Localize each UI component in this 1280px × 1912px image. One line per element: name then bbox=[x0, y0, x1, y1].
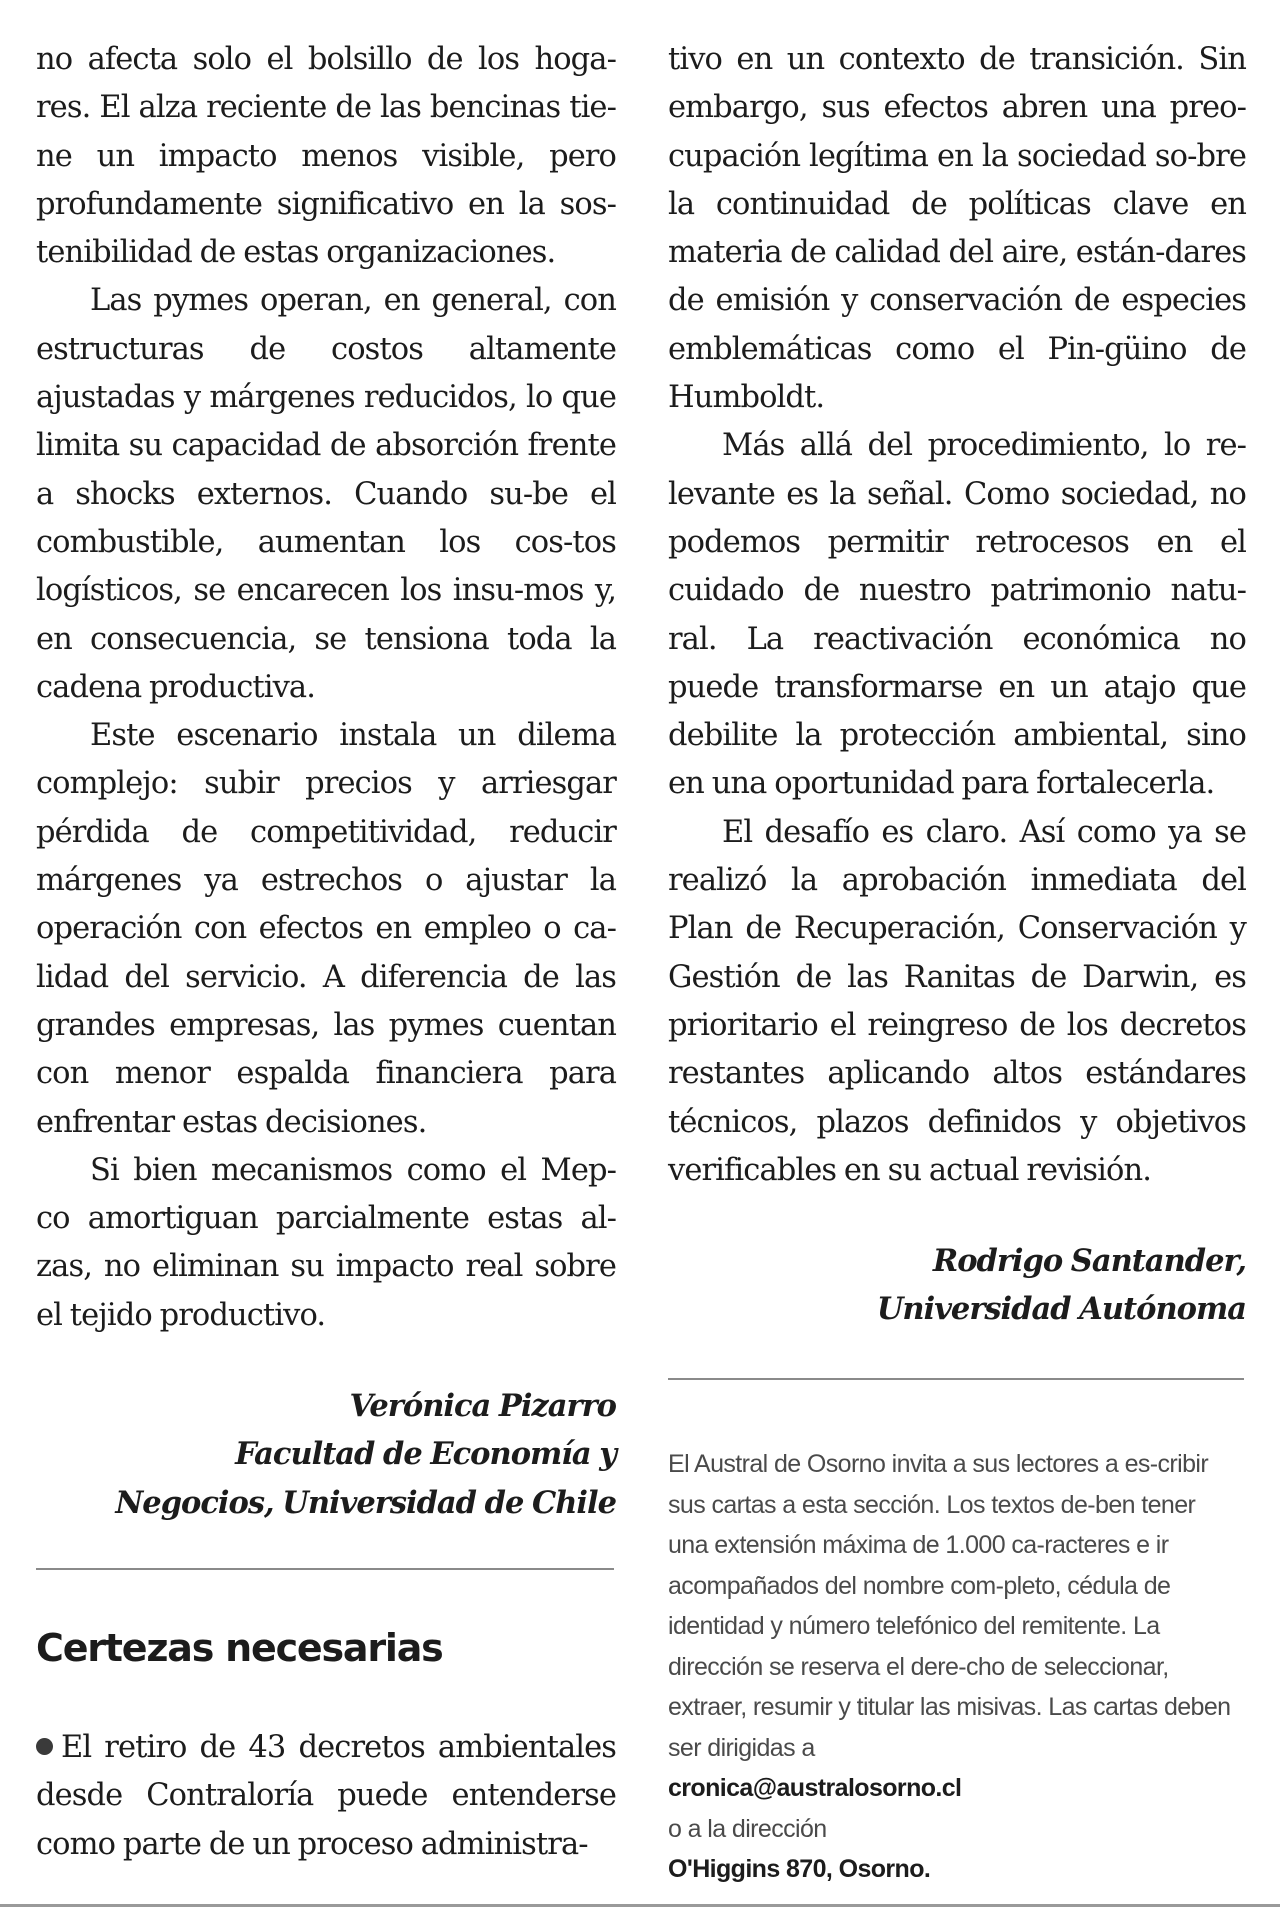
left-paragraph-2: Las pymes operan, en general, con estructuras de costos altamente ajustadas y márgenes reducidos, lo que limita su capacidad de absorción frente a shocks externos. Cuando su-be el combustible, aumentan los cos-tos logísticos, se encarecen los insu-mos y, en consecuencia, se tensiona toda la cadena productiva. bbox=[36, 283, 616, 705]
reader-note-email[interactable]: cronica@australosorno.cl bbox=[668, 1774, 962, 1802]
right-paragraph-2: Más allá del procedimiento, lo re-levante es la señal. Como sociedad, no podemos permitir retrocesos en el cuidado de nuestro patrimonio natu-ral. La reactivación económica no puede transformarse en un atajo que debilite la protección ambiental, sino en una oportunidad para fortalecerla. bbox=[668, 428, 1246, 802]
right-column bbox=[668, 36, 1246, 1334]
reader-note bbox=[668, 1444, 1238, 1890]
left-paragraph-1: no afecta solo el bolsillo de los hoga-res. El alza reciente de las bencinas tie-ne un impacto menos visible, pero profundamente significativo en la sos-tenibilidad de estas organizaciones. bbox=[36, 42, 616, 271]
right-paragraph-1: tivo en un contexto de transición. Sin embargo, sus efectos abren una preo-cupación legítima en la sociedad so-bre la continuidad de políticas clave en materia de calidad del aire, están-dares de emisión y conservación de especies emblemáticas como el Pin-güino de Humboldt. bbox=[668, 42, 1246, 416]
left-column bbox=[36, 36, 616, 1527]
right-signature-affiliation: Universidad Autónoma bbox=[876, 1291, 1246, 1328]
left-signature-affiliation-2: Negocios, Universidad de Chile bbox=[115, 1484, 616, 1521]
left-divider bbox=[36, 1568, 614, 1570]
right-signature-name: Rodrigo Santander, bbox=[932, 1243, 1246, 1280]
right-paragraph-3: El desafío es claro. Así como ya se realizó la aprobación inmediata del Plan de Recuperación, Conservación y Gestión de las Ranitas de Darwin, es prioritario el reingreso de los decretos restantes aplicando altos estándares técnicos, plazos definidos y objetivos verificables en su actual revisión. bbox=[668, 814, 1246, 1188]
reader-note-text: El Austral de Osorno invita a sus lectores a es-cribir sus cartas a esta sección. Los textos de-ben tener una extensión máxima de 1.000 ca-racteres e ir acompañados del nombre com-pleto, cédula de identidad y número telefónico del remitente. La dirección se reserva el dere-cho de seleccionar, extraer, resumir y titular las misivas. Las cartas deben ser dirigidas a bbox=[668, 1450, 1231, 1762]
bottom-border bbox=[0, 1904, 1280, 1907]
left-signature-affiliation-1: Facultad de Economía y bbox=[235, 1436, 616, 1473]
section-headline: Certezas necesarias bbox=[36, 1626, 443, 1670]
left-paragraph-3: Este escenario instala un dilema complejo: subir precios y arriesgar pérdida de competitividad, reducir márgenes ya estrechos o ajustar la operación con efectos en empleo o ca-lidad del servicio. A diferencia de las grandes empresas, las pymes cuentan con menor espalda financiera para enfrentar estas decisiones. bbox=[36, 718, 616, 1140]
section-lead bbox=[36, 1724, 616, 1869]
reader-note-address-intro: o a la dirección bbox=[668, 1814, 827, 1843]
reader-note-address: O'Higgins 870, Osorno. bbox=[668, 1855, 931, 1883]
left-signature bbox=[36, 1382, 616, 1527]
section-lead-text: El retiro de 43 decretos ambientales desde Contraloría puede entenderse como parte de un proceso administra- bbox=[36, 1730, 616, 1862]
left-paragraph-4: Si bien mecanismos como el Mep-co amortiguan parcialmente estas al-zas, no eliminan su impacto real sobre el tejido productivo. bbox=[36, 1152, 616, 1333]
right-divider bbox=[668, 1378, 1244, 1380]
bullet-icon bbox=[36, 1738, 53, 1755]
left-signature-name: Verónica Pizarro bbox=[349, 1388, 616, 1425]
right-signature bbox=[668, 1237, 1246, 1334]
